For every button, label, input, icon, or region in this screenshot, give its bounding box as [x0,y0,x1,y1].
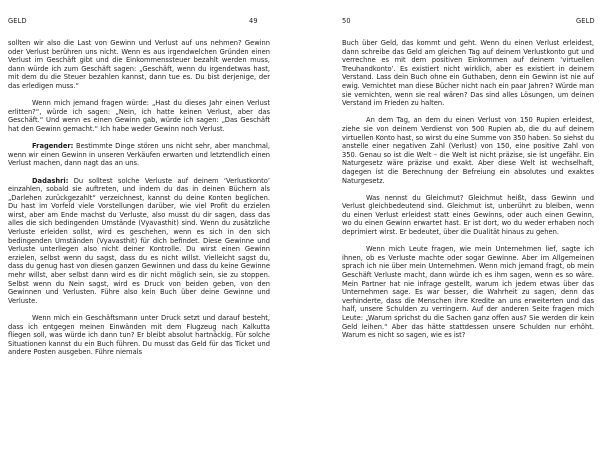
dialogue-paragraph [8,177,270,306]
dialogue-paragraph [8,142,270,168]
paragraph: Wenn mich ein Geschäftsmann unter Druck setzt und darauf besteht, dass ich entgegen meinen Einwänden mit dem Flugzeug nach Kalkutta fliegen soll, was würde ich dann tun? Er bleibt absolut hartnäckig. Für solche Situationen kannst du ein Buch führen. Du musst das Geld für das Ticket und andere Posten ausgeben. Führe niemals [8,314,270,357]
page-number: 50 [342,17,351,25]
dialogue-text: Bestimmte Dinge stören uns nicht sehr, aber manchmal, wenn wir einen Gewinn in unseren Verkäufen erwarten und letztendlich einen Verlust machen, dann nagt das an uns. [8,142,270,168]
speaker-label: Dadashri: [32,176,69,185]
speaker-label: Fragender: [32,142,74,151]
paragraph: Wenn mich jemand fragen würde: „Hast du dieses Jahr einen Verlust erlitten?“, würde ich sagen: „Nein, ich hatte keinen Verlust, aber das Geschäft.“ Und wenn es einen Gewinn gab, würde ich sagen: „Das Geschäft hat den Gewinn gemacht.“ Ich habe weder Gewinn noch Verlust. [8,99,270,133]
running-title: GELD [576,17,595,25]
paragraph: Wenn mich Leute fragen, wie mein Unternehmen lief, sagte ich ihnen, ob es Verluste machte oder sogar Gewinne. Aber im Allgemeinen sprach ich nie über mein Unternehmen. Wenn mich jemand fragt, ob mein Geschäft Verluste macht, dann würde ich es ihm sagen, wenn es so wäre. Mein Partner hat nie infrage gestellt, warum ich jedem etwas über das Unternehmen sage. Es war besser, die Wahrheit zu sagen, denn das verhinderte, dass die Menschen ihre Kredite an uns erweiterten und das half, unsere Schulden zu verringern. Auf der anderen Seite fragen mich Leute: „Warum sprichst du die Sachen ganz offen aus? Sie werden dir kein Geld leihen.“ Aber das hätte stattdessen unsere Schulden nur erhöht. Warum es nicht so sagen, wie es ist? [342,245,594,340]
paragraph: An dem Tag, an dem du einen Verlust von 150 Rupien erleidest, ziehe sie von deinem Verdienst von 500 Rupien ab, die du auf deinem virtuellen Konto hast, so wirst du eine Summe von 350 haben. So siehst du anstelle einer negativen Zahl (Verlust) von 150, eine positive Zahl von 350. Genau so ist die Welt – die Welt ist nicht präzise, sie ist ungefähr. Ein Naturgesetz wäre präzise und exakt. Aber diese Welt ist wechselhaft, dagegen ist die Berechnung der Befreiung ein absolutes und exaktes Naturgesetz. [342,116,594,185]
right-page [300,0,600,465]
text-column [8,39,270,357]
text-column [342,39,594,340]
paragraph: sollten wir also die Last von Gewinn und Verlust auf uns nehmen? Gewinn oder Verlust berühren uns nicht. Wenn es aus irgendwelchen Gründen einen Verlust im Geschäft gibt und die Einkommenssteuer bezahlt werden muss, dann würde ich zum Geschäft sagen: „Geschäft, wenn du irgendetwas hast, mit dem du die Steuer bezahlen kannst, dann tue es. Du bist derjenige, der das erledigen muss.“ [8,39,270,90]
page-number: 49 [249,17,258,25]
paragraph: Buch über Geld, das kommt und geht. Wenn du einen Verlust erleidest, dann schreibe das Geld am gleichen Tag auf deinem Verlustkonto gut und verrechne es mit dem positiven Einkommen auf deinem ‘virtuellen Treuhandkonto’. Es existiert nicht wirklich, aber es existiert in deinem Verstand. Lass dein Buch ohne ein Guthaben, denn ein Gewinn ist nie auf ewig. Vernichtet man diese Bücher nicht nach ein paar Jahren? Würde man sie vernichten, wenn sie real wären? Das sind alles Lösungen, um deinen Verstand im Frieden zu halten. [342,39,594,108]
paragraph: Was nennst du Gleichmut? Gleichmut heißt, dass Gewinn und Verlust gleichbedeutend sind. Gleichmut ist, unberührt zu bleiben, wenn du einen Verlust erleidest statt eines Gewinns, oder auch einen Gewinn, wo du einen Gewinn erwartet hast. Er ist dort, wo du weder erhaben noch deprimiert wirst. Er bedeutet, über die Dualität hinaus zu gehen. [342,193,594,237]
dialogue-text: Du solltest solche Verluste auf deinem ‘Verlustkonto’ einzahlen, sobald sie auftreten, und indem du das in deinen Büchern als „Darlehen zurückgezahlt“ verzeichnest, kannst du deine Konten beglichen. Du hast im Vorfeld viele Vorstellungen darüber, wie viel Profit du erzielen wirst, aber am Ende machst du Verluste, also musst du dir sagen, dass das alles die sich bedingenden Umstände (Vyavasthit) sind. Wenn du zusätzliche Verluste erleiden sollst, wird es geschehen, wenn es sich in den sich bedingenden Umständen (Vyavasthit) für dich befindet. Diese Gewinne und Verluste unterliegen also nicht deiner Kontrolle. Du wirst einen Gewinn erzielen, selbst wenn du sagst, dass du es nicht willst. Vielleicht sagst du, dass du genug hast von diesen ganzen Gewinnen und dass du keine Gewinne mehr willst, aber selbst dann wird es dir nicht möglich sein, sie zu stoppen. Selbst wenn du Nein sagst, wird es Druck von beiden geben, von den Gewinnen und Verlusten. Führe also kein Buch über deine Gewinne und Verluste. [8,176,270,305]
running-title: GELD [8,17,27,25]
